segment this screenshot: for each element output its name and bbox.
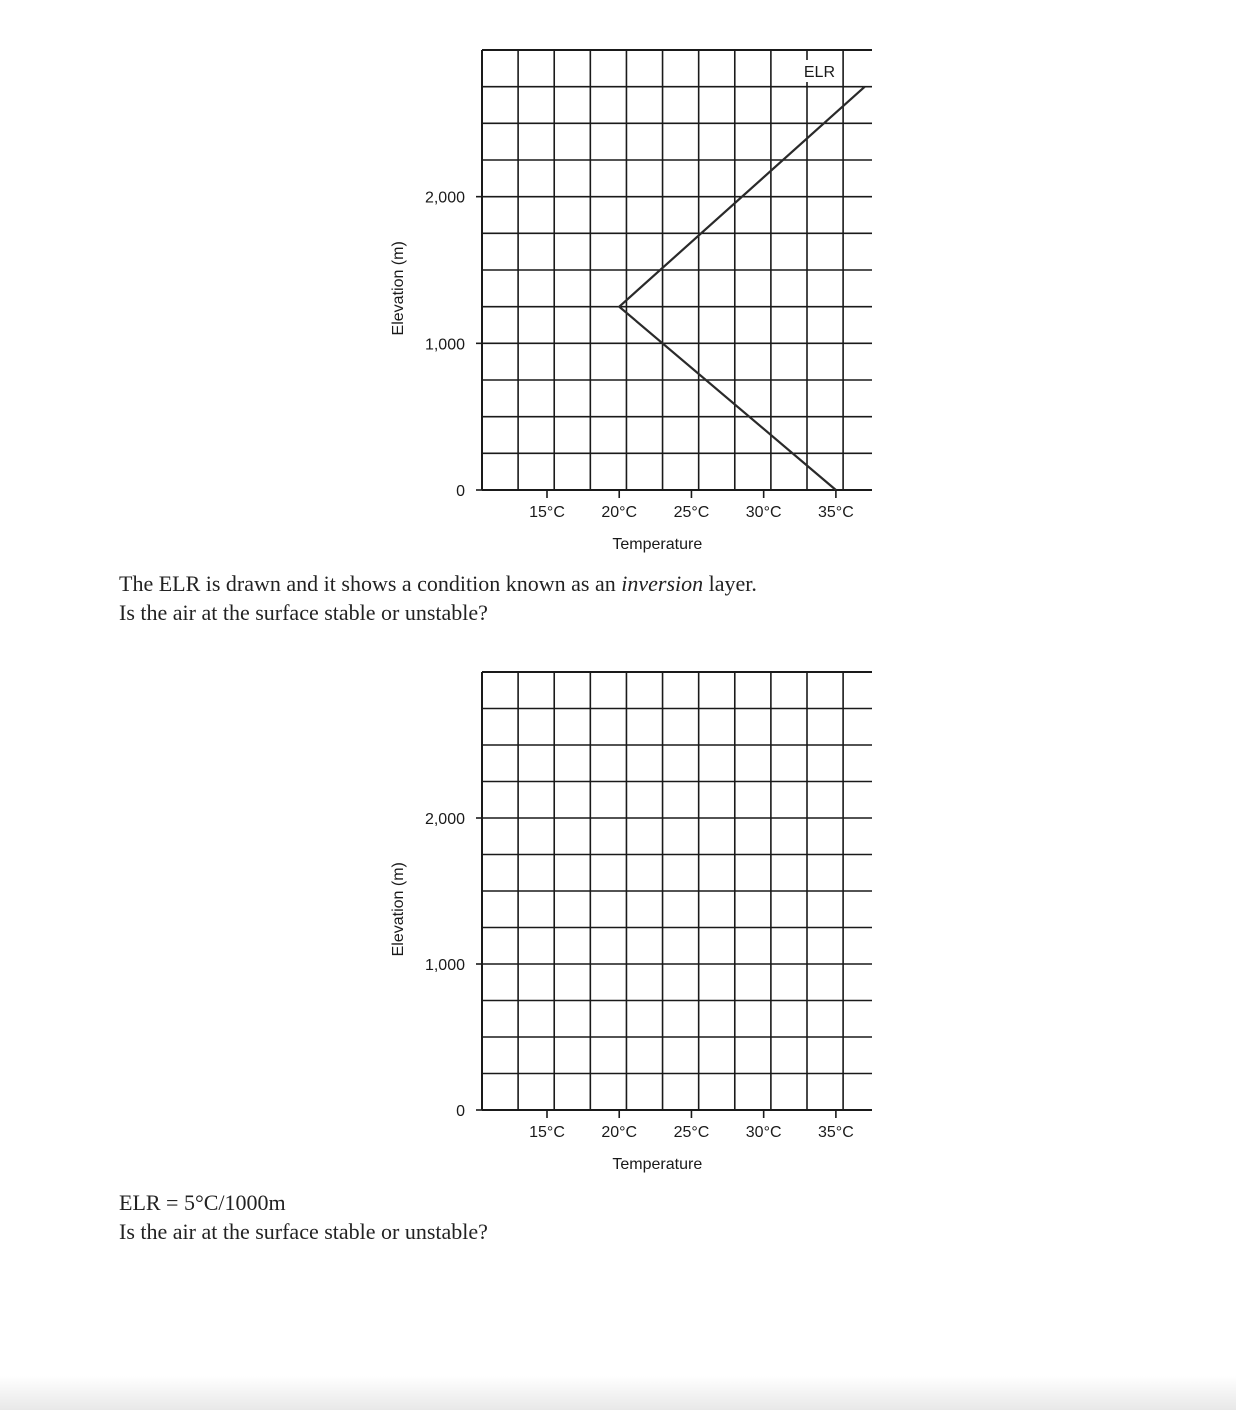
x-axis-title: Temperature [612, 536, 703, 553]
caption-inversion-text [119, 569, 757, 598]
x-axis-title: Temperature [612, 1156, 703, 1173]
x-tick-label: 20°C [601, 504, 638, 521]
caption-elr [119, 1188, 488, 1246]
caption-inversion-italic: inversion [621, 571, 704, 596]
x-tick-label: 35°C [818, 1124, 854, 1141]
y-tick-label: 0 [456, 1103, 465, 1120]
y-axis-title: Elevation (m) [390, 862, 407, 957]
x-tick-label: 15°C [529, 504, 565, 521]
chart-elr-blank [390, 672, 872, 1173]
page-bottom-shadow [0, 1376, 1236, 1410]
caption-elr-value: ELR = 5°C/1000m [119, 1190, 286, 1215]
y-axis-title: Elevation (m) [390, 241, 407, 336]
x-tick-label: 30°C [745, 1124, 782, 1141]
x-tick-label: 35°C [818, 504, 854, 521]
series-line-elr [619, 87, 865, 490]
y-tick-label: 1,000 [424, 957, 465, 974]
caption-inversion-part2: layer. [703, 571, 757, 596]
x-tick-label: 25°C [673, 504, 710, 521]
x-tick-label: 15°C [529, 1124, 565, 1141]
y-tick-label: 2,000 [424, 189, 465, 207]
caption-inversion-part1: The ELR is drawn and it shows a condition known as an [119, 571, 622, 596]
y-tick-label: 2,000 [424, 811, 465, 828]
question-1: Is the air at the surface stable or unstable? [119, 600, 488, 625]
y-tick-label: 1,000 [424, 336, 465, 354]
x-tick-label: 20°C [601, 1124, 638, 1141]
x-tick-label: 30°C [745, 504, 782, 521]
question-2: Is the air at the surface stable or unstable? [119, 1219, 488, 1244]
chart-elr-inversion [390, 50, 872, 553]
x-tick-label: 25°C [673, 1124, 710, 1141]
y-tick-label: 0 [456, 483, 465, 500]
caption-inversion [119, 569, 757, 627]
annotation-elr: ELR [803, 64, 836, 81]
